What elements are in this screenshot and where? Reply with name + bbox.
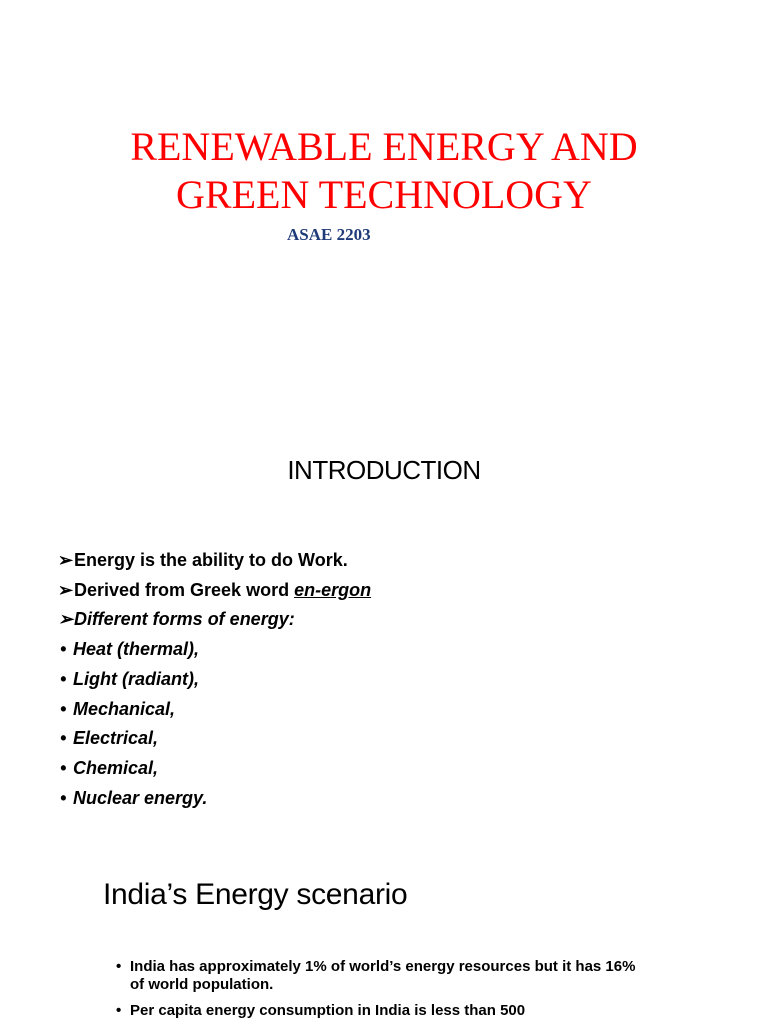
dot-bullet-icon: •: [116, 1002, 122, 1019]
list-item-text: Electrical,: [73, 728, 159, 749]
list-item-text: Mechanical,: [73, 698, 176, 719]
list-item-text: Different forms of energy:: [74, 609, 295, 630]
dot-bullet-icon: •: [60, 787, 67, 808]
energy-scenario-list: [116, 958, 636, 1028]
title-slide: [0, 0, 768, 420]
list-item-text: Chemical,: [73, 757, 159, 778]
arrow-bullet-icon: ➢: [58, 609, 74, 630]
list-item: [58, 724, 371, 754]
arrow-bullet-icon: ➢: [58, 579, 74, 600]
list-item-text: Per capita energy consumption in India is less than 500: [130, 1002, 526, 1019]
introduction-slide: [0, 420, 768, 840]
dot-bullet-icon: •: [60, 728, 67, 749]
list-item-text: Derived from Greek word: [74, 579, 295, 600]
slide-title-line-2: GREEN TECHNOLOGY: [176, 172, 592, 217]
list-item: [58, 784, 371, 814]
list-item: [58, 605, 371, 635]
arrow-bullet-icon: ➢: [58, 550, 74, 570]
dot-bullet-icon: •: [60, 698, 67, 719]
list-item: [58, 546, 371, 576]
slide-title-line-1: RENEWABLE ENERGY AND: [130, 124, 638, 169]
course-code: ASAE 2203: [287, 225, 371, 244]
greek-word: en-ergon: [294, 579, 372, 600]
list-item: [58, 665, 371, 695]
list-item-text: Heat (thermal),: [73, 639, 200, 660]
introduction-list: [58, 546, 371, 813]
dot-bullet-icon: •: [60, 668, 67, 689]
list-item: [58, 635, 371, 665]
dot-bullet-icon: •: [116, 958, 122, 975]
list-item-text: Nuclear energy.: [73, 787, 208, 808]
list-item-text: Energy is the ability to do Work.: [74, 550, 348, 570]
dot-bullet-icon: •: [60, 639, 67, 660]
list-item-text: Light (radiant),: [73, 668, 199, 689]
introduction-heading: INTRODUCTION: [287, 455, 481, 485]
list-item: [116, 958, 636, 994]
energy-scenario-heading: India’s Energy scenario: [103, 878, 408, 911]
dot-bullet-icon: •: [60, 757, 67, 778]
list-item: [58, 695, 371, 725]
slide-title: [0, 123, 768, 219]
list-item-text: India has approximately 1% of world’s energy resources but it has 16% of world population.: [130, 958, 636, 993]
energy-scenario-slide: [0, 840, 768, 1024]
list-item: [116, 1002, 636, 1020]
list-item: [58, 754, 371, 784]
list-item: [58, 576, 371, 606]
